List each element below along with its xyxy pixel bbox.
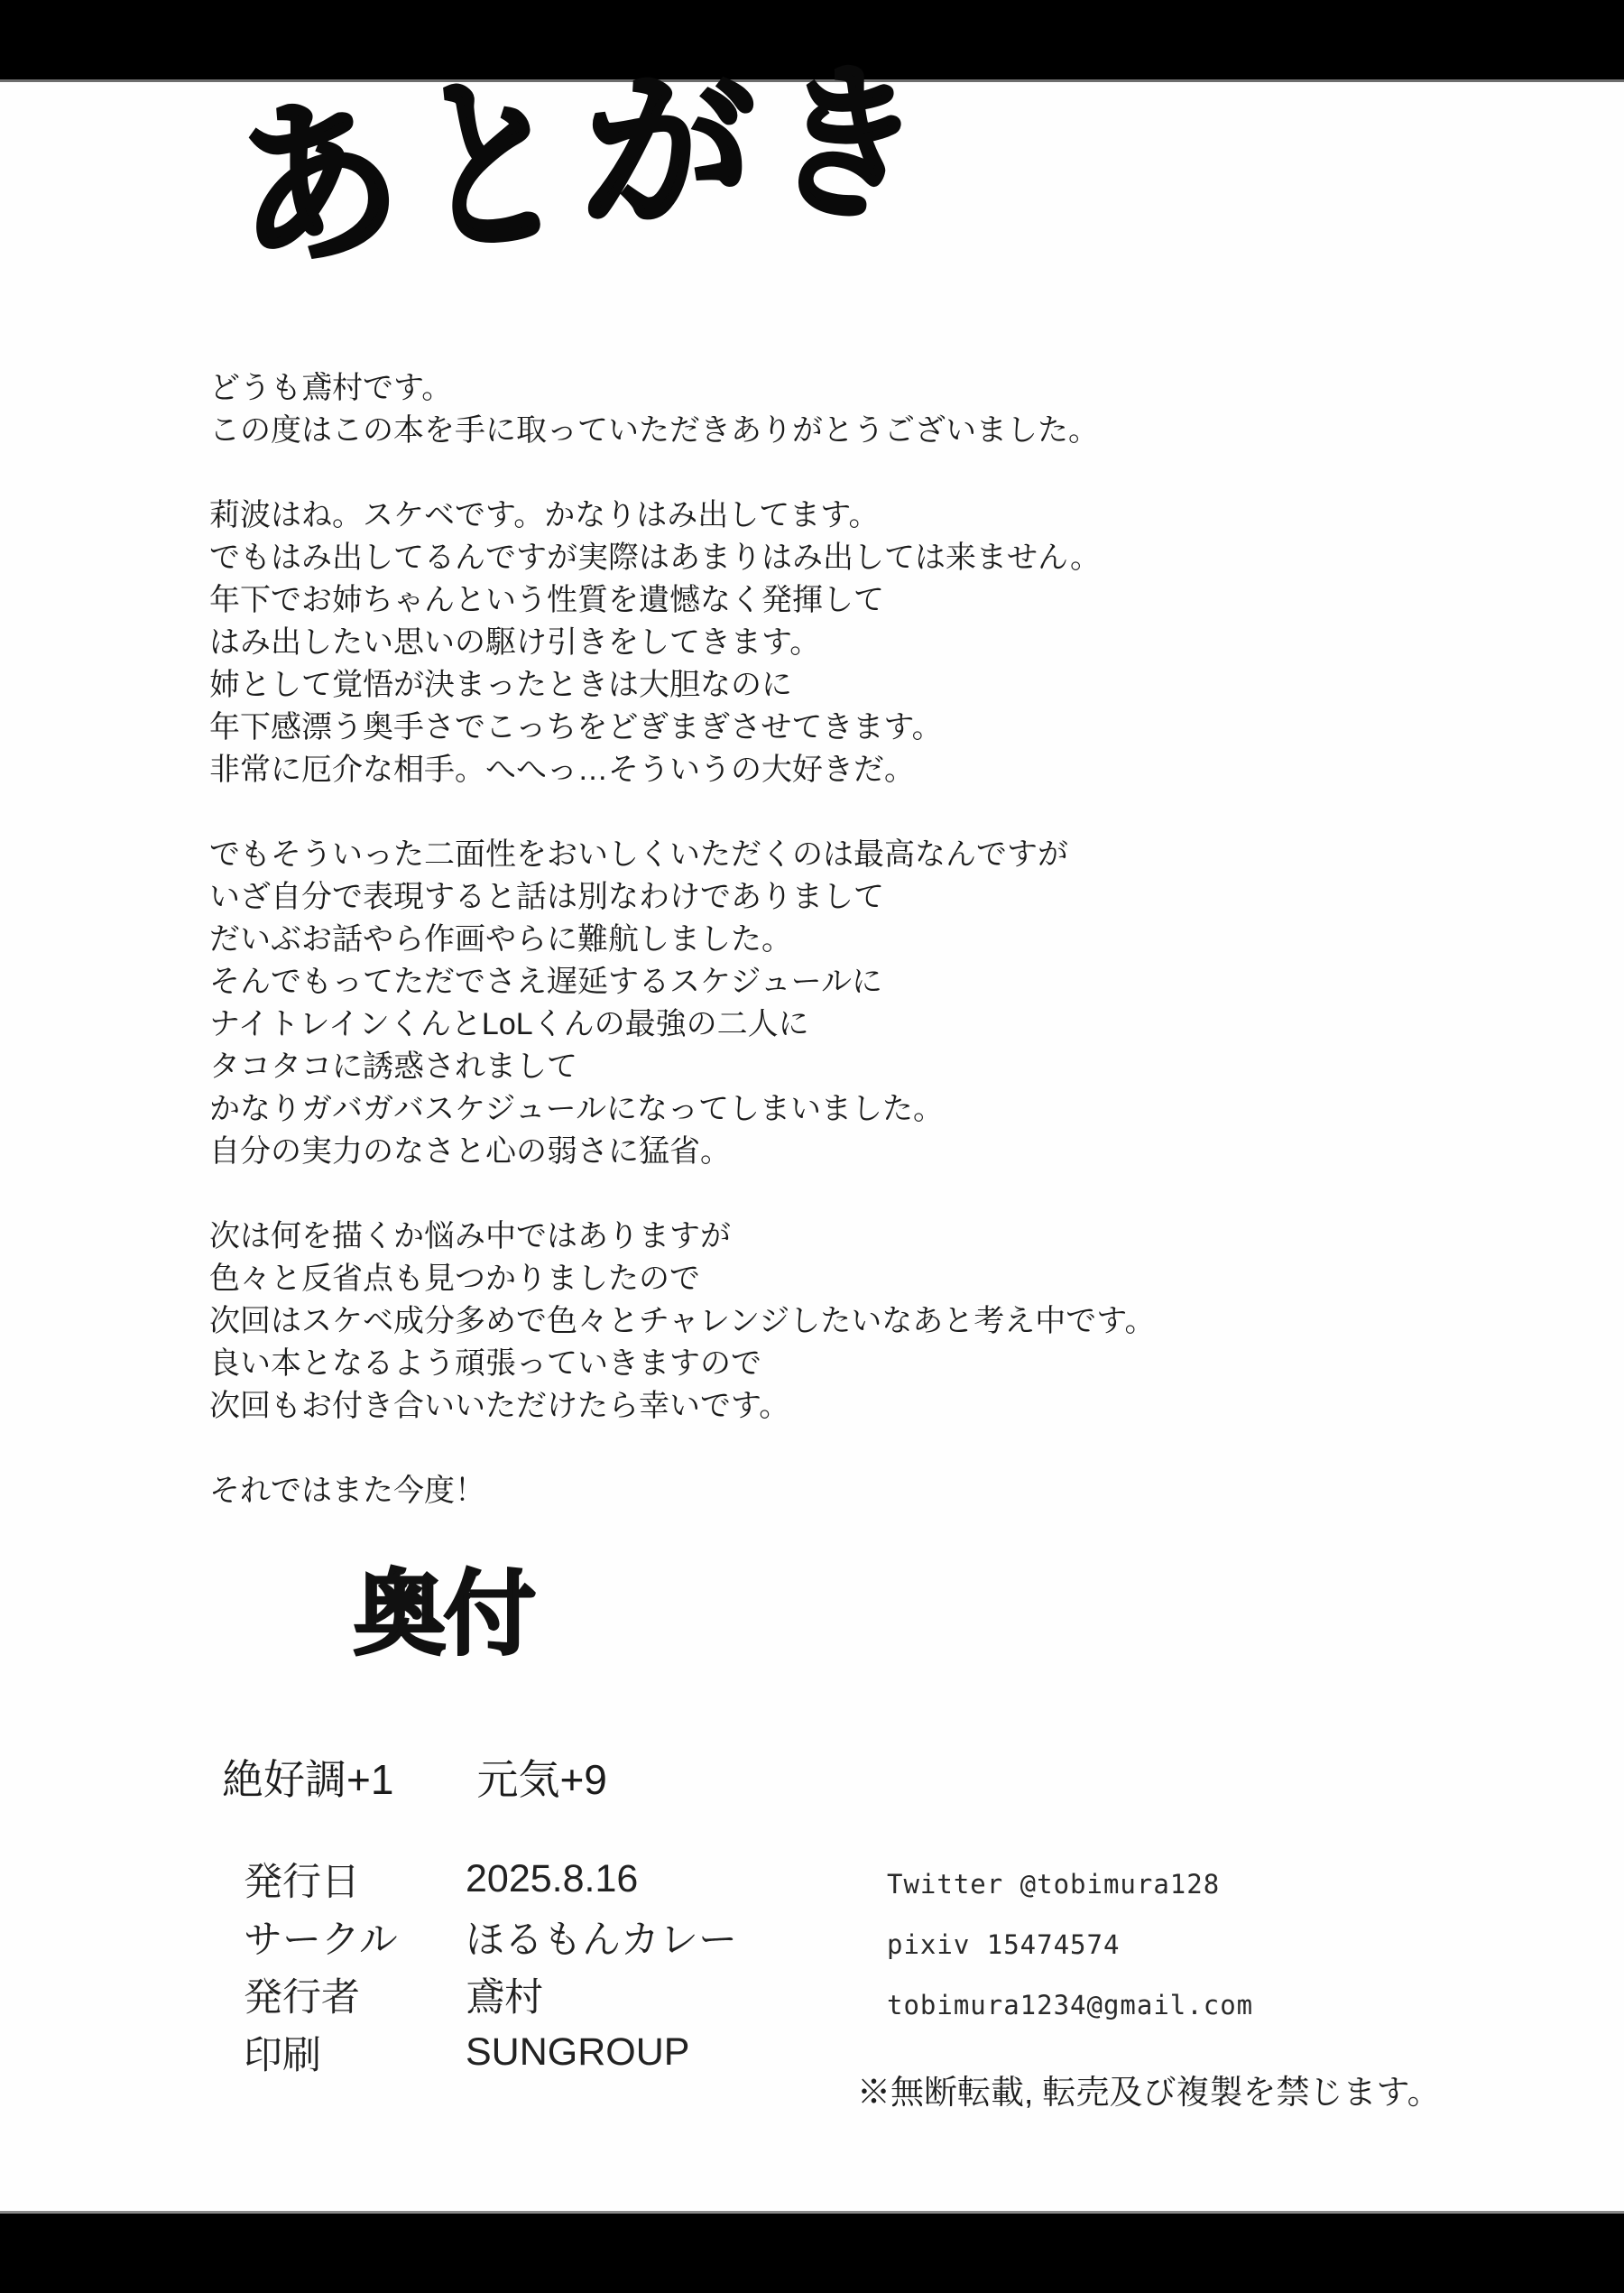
contact-list [887, 1854, 1253, 2035]
title-char: あ [223, 72, 411, 298]
afterword-line: 次回はスケベ成分多めで色々とチャレンジしたいなあと考え中です。 [209, 1304, 1156, 1338]
afterword-line [209, 1173, 1156, 1216]
status-line: 絶好調+1 元気+9 [222, 1756, 607, 1803]
afterword-line: 姉として覚悟が決まったときは大胆なのに [209, 668, 792, 702]
title-char: き [762, 38, 930, 254]
afterword-line: それではまた今度！ [209, 1474, 485, 1508]
afterword-line: この度はこの本を手に取っていただきありがとうございました。 [209, 413, 1099, 448]
colophon-row [244, 2023, 737, 2081]
colophon-row [244, 1965, 737, 2023]
afterword-line: でもはみ出してるんですが実際はあまりはみ出しては来ません。 [209, 541, 1102, 575]
afterword-line: 次回もお付き合いいただけたら幸いです。 [209, 1389, 790, 1423]
afterword-line: 自分の実力のなさと心の弱さに猛省。 [209, 1134, 731, 1169]
title-char: が [578, 50, 758, 259]
contact-line: Twitter @tobimura128 [887, 1868, 1221, 1900]
afterword-line: だいぶお話やら作画やらに難航しました。 [209, 922, 792, 957]
colophon-value: SUNGROUP [466, 2029, 690, 2074]
afterword-line: でもそういった二面性をおいしくいただくのは最高なんですが [209, 837, 1068, 872]
afterword-line [209, 452, 1156, 495]
afterword-line: 年下でお姉ちゃんという性質を遺憾なく発揮して [209, 583, 884, 617]
afterword-line: タコタコに誘惑されまして [209, 1049, 577, 1084]
afterword-line: 莉波はね。スケベです。かなりはみ出してます。 [209, 498, 880, 532]
afterword-body [209, 367, 1156, 1512]
afterword-line: はみ出したい思いの駆け引きをしてきます。 [209, 625, 821, 660]
colophon-label: 発行日 [244, 1860, 360, 1904]
title-char: と [414, 51, 568, 283]
afterword-line: 良い本となるよう頑張っていきますので [209, 1346, 761, 1381]
bottom-black-band [0, 2211, 1624, 2293]
colophon-value: 2025.8.16 [466, 1856, 639, 1900]
colophon-table [244, 1850, 737, 2081]
afterword-line: 色々と反省点も見つかりましたので [209, 1262, 700, 1296]
colophon-heading: 奥付 [354, 1561, 534, 1669]
afterword-line: どうも鳶村です。 [209, 371, 453, 405]
afterword-line: そんでもってただでさえ遅延するスケジュールに [209, 965, 882, 999]
reprint-prohibition-notice: ※無断転載, 転売及び複製を禁じます。 [857, 2074, 1441, 2111]
afterword-line: かなりガバガバスケジュールになってしまいました。 [209, 1092, 944, 1126]
colophon-label: サークル [244, 1918, 398, 1962]
afterword-line [209, 1428, 1156, 1470]
afterword-line [209, 791, 1156, 834]
colophon-row [244, 1908, 737, 1965]
colophon-label: 発行者 [244, 1975, 360, 2020]
page-title [223, 38, 933, 298]
contact-line: pixiv 15474574 [887, 1928, 1121, 1960]
afterword-line: 次は何を描くか悩み中ではありますが [209, 1219, 731, 1253]
afterword-line: ナイトレインくんとLoLくんの最強の二人に [209, 1007, 809, 1041]
colophon-value: ほるもんカレー [466, 1918, 737, 1962]
colophon-label: 印刷 [244, 2033, 321, 2077]
afterword-line: 非常に厄介な相手。へへっ…そういうの大好きだ。 [209, 753, 915, 787]
afterword-line: いざ自分で表現すると話は別なわけでありまして [209, 880, 884, 914]
contact-line: tobimura1234@gmail.com [887, 1989, 1254, 2020]
afterword-line: 年下感漂う奥手さでこっちをどぎまぎさせてきます。 [209, 710, 943, 744]
colophon-row [244, 1850, 737, 1908]
colophon-value: 鳶村 [466, 1975, 543, 2020]
